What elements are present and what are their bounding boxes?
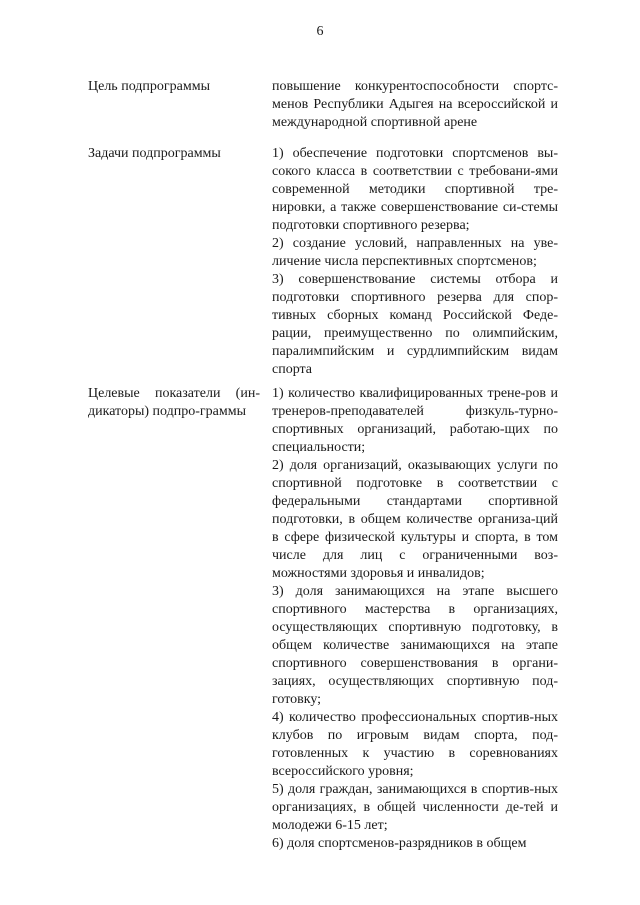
row-value-tasks [272,145,558,379]
indicator-item-4: 4) количество профессиональных спортив-ных клубов по игровым видам спорта, под-готовленных к участию в соревнованиях всероссийского уровня; [272,710,558,779]
task-item-3: 3) совершенствование системы отбора и подготовки спортивного резерва для спор-тивных сборных команд Российской Феде-рации, преимущественно по олимпийским, паралимпийским и сурдлимпийским видам спорта [272,272,558,377]
page-number: 6 [316,24,324,39]
indicator-item-2: 2) доля организаций, оказывающих услуги по спортивной подготовке в соответствии с федеральными стандартами спортивной подготовки, в общем количестве организа-ций в сфере физической культуры и спорта, в том числе для лиц с ограниченными воз-можностями здоровья и инвалидов; [272,458,558,581]
indicator-item-5: 5) доля граждан, занимающихся в спортив-ных организациях, в общей численности де-тей и молодежи 6-15 лет; [272,782,558,833]
row-label-tasks: Задачи подпрограммы [88,146,221,161]
task-item-2: 2) создание условий, направленных на уве-личение числа перспективных спортсменов; [272,236,558,269]
indicator-item-1: 1) количество квалифицированных трене-ров и тренеров-преподавателей физкуль-турно-спортивных организаций, работаю-щих по специальности; [272,386,558,455]
goal-text: повышение конкурентоспособности спортс-менов Республики Адыгея на всероссийской и международной спортивной арене [272,79,558,130]
indicator-item-3: 3) доля занимающихся на этапе высшего спортивного мастерства в организациях, осуществляющих спортивную подготовку, в общем количестве занимающихся на этапе спортивного совершенствования в органи-зациях, осуществляющих спортивную под-готовку; [272,584,558,707]
row-label-indicators: Целевые показатели (ин-дикаторы) подпро-граммы [88,386,260,419]
row-value-indicators [272,385,558,853]
row-value-goal [272,78,558,132]
indicator-item-6: 6) доля спортсменов-разрядников в общем [272,836,527,851]
task-item-1: 1) обеспечение подготовки спортсменов вы-сокого класса в соответствии с требовани-ями современной методики спортивной тре-нировки, а также совершенствование си-стемы подготовки спортивного резерва; [272,146,558,233]
row-label-goal: Цель подпрограммы [88,79,210,94]
